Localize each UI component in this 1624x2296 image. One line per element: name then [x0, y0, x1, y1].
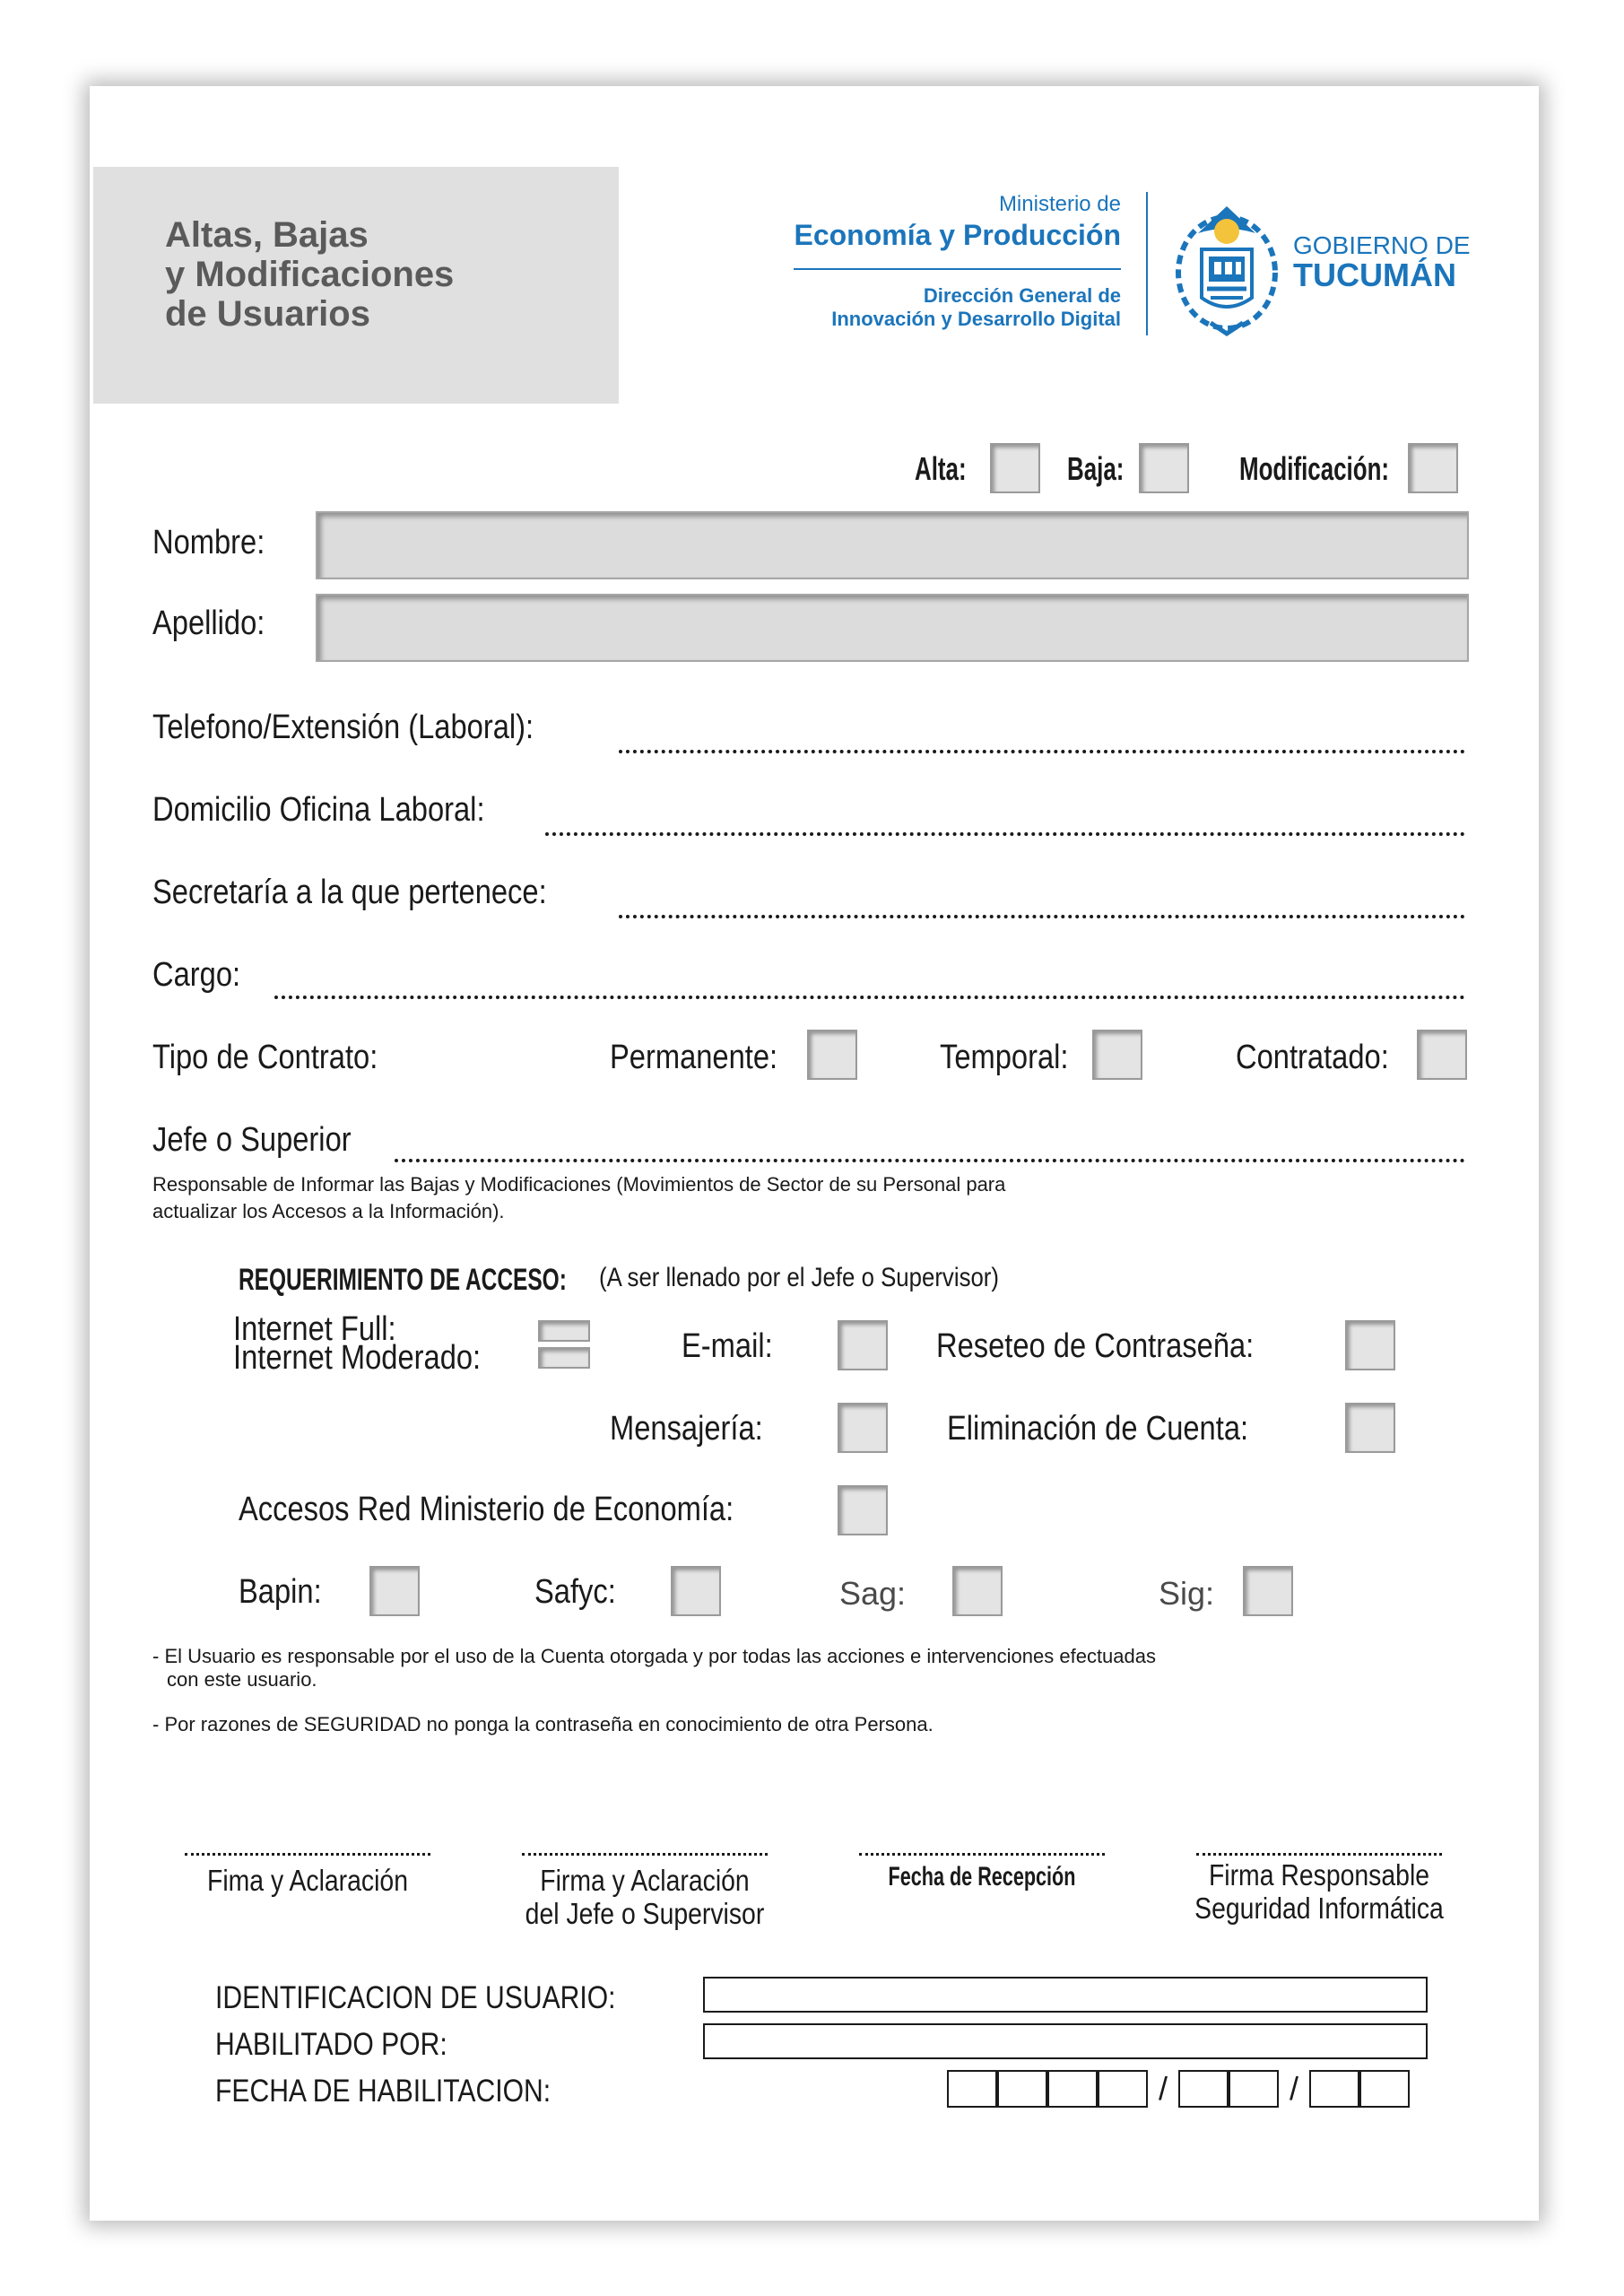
access-subtitle: (A ser llenado por el Jefe o Supervisor) — [599, 1263, 1000, 1292]
date-separator-2: / — [1290, 2070, 1299, 2107]
fecha-date-boxes — [947, 2070, 1410, 2108]
identificacion-field[interactable] — [703, 1977, 1428, 2013]
signature-line-1[interactable] — [185, 1853, 430, 1856]
month-digit-2-box[interactable] — [1229, 2070, 1279, 2108]
signature-label-4 — [1178, 1858, 1461, 1925]
baja-label: Baja: — [1067, 450, 1125, 487]
secretaria-line[interactable] — [619, 915, 1465, 918]
safyc-checkbox[interactable] — [671, 1566, 721, 1616]
day-digit-2-box[interactable] — [1359, 2070, 1410, 2108]
year-digit-2-box[interactable] — [997, 2070, 1047, 2108]
gov-line2: TUCUMÁN — [1293, 257, 1456, 293]
secretaria-label: Secretaría a la que pertenece: — [152, 874, 547, 911]
jefe-line[interactable] — [395, 1159, 1465, 1162]
mensajeria-checkbox[interactable] — [838, 1403, 888, 1453]
permanente-label: Permanente: — [610, 1039, 778, 1076]
signature-line-2[interactable] — [522, 1853, 768, 1856]
domicilio-label: Domicilio Oficina Laboral: — [152, 791, 485, 829]
reseteo-checkbox[interactable] — [1345, 1320, 1395, 1370]
note1-line2: con este usuario. — [167, 1668, 317, 1691]
note-security: - Por razones de SEGURIDAD no ponga la contraseña en conocimiento de otra Persona. — [152, 1713, 934, 1735]
form-title-line1: Altas, Bajas — [165, 215, 369, 255]
contratado-label: Contratado: — [1236, 1039, 1389, 1076]
alta-label: Alta: — [915, 450, 967, 487]
gov-line1: GOBIERNO DE — [1293, 231, 1471, 259]
signature-label-2-line2: del Jefe o Supervisor — [525, 1897, 765, 1930]
day-digit-1-box[interactable] — [1309, 2070, 1359, 2108]
form-page — [90, 86, 1539, 2221]
nombre-label: Nombre: — [152, 524, 265, 561]
form-title-line2: y Modificaciones — [165, 255, 455, 294]
habilitado-label: HABILITADO POR: — [215, 2027, 447, 2062]
internet-moderado-label: Internet Moderado: — [233, 1339, 482, 1377]
form-title-line3: de Usuarios — [165, 294, 370, 334]
year-digit-4-box[interactable] — [1098, 2070, 1148, 2108]
safyc-label: Safyc: — [534, 1573, 616, 1611]
ministry-rule — [794, 268, 1121, 270]
sag-label: Sag: — [839, 1575, 907, 1612]
domicilio-line[interactable] — [545, 832, 1465, 836]
apellido-field[interactable] — [316, 594, 1469, 662]
mensajeria-label: Mensajería: — [610, 1410, 763, 1448]
temporal-checkbox[interactable] — [1092, 1030, 1142, 1080]
tucuman-crest-icon — [1171, 197, 1282, 341]
header-divider — [1146, 192, 1148, 335]
fecha-label: FECHA DE HABILITACION: — [215, 2074, 551, 2109]
signature-label-3: Fecha de Recepción — [888, 1862, 1076, 1892]
habilitado-field[interactable] — [703, 2023, 1428, 2059]
red-ministerio-checkbox[interactable] — [838, 1485, 888, 1535]
baja-checkbox[interactable] — [1139, 443, 1189, 493]
jefe-label: Jefe o Superior — [152, 1121, 352, 1159]
cargo-line[interactable] — [274, 996, 1465, 999]
signature-label-1: Fima y Aclaración — [207, 1864, 408, 1897]
signature-label-4-line1: Firma Responsable — [1208, 1858, 1430, 1892]
tipo-contrato-label: Tipo de Contrato: — [152, 1039, 378, 1076]
red-ministerio-label: Accesos Red Ministerio de Economía: — [239, 1491, 734, 1528]
bapin-checkbox[interactable] — [369, 1566, 420, 1616]
signature-line-3[interactable] — [859, 1853, 1105, 1856]
direction-line2: Innovación y Desarrollo Digital — [831, 308, 1121, 330]
jefe-note-line1: Responsable de Informar las Bajas y Modificaciones (Movimientos de Sector de su Personal para — [152, 1173, 1006, 1196]
date-separator-1: / — [1159, 2070, 1168, 2107]
sig-checkbox[interactable] — [1243, 1566, 1293, 1616]
government-logo-text — [1293, 231, 1471, 291]
direction-line1: Dirección General de — [923, 284, 1121, 307]
year-digit-3-box[interactable] — [1047, 2070, 1098, 2108]
temporal-label: Temporal: — [940, 1039, 1069, 1076]
ministry-line1: Ministerio de — [998, 192, 1121, 216]
email-checkbox[interactable] — [838, 1320, 888, 1370]
jefe-note-line2: actualizar los Accesos a la Información). — [152, 1200, 505, 1222]
email-label: E-mail: — [682, 1327, 773, 1365]
modificacion-label: Modificación: — [1239, 450, 1390, 487]
contratado-checkbox[interactable] — [1417, 1030, 1467, 1080]
signature-label-2 — [504, 1864, 786, 1930]
cargo-label: Cargo: — [152, 956, 241, 994]
internet-full-label: Internet Full: — [233, 1310, 396, 1348]
permanente-checkbox[interactable] — [807, 1030, 857, 1080]
telefono-label: Telefono/Extensión (Laboral): — [152, 709, 534, 746]
ministry-line2: Economía y Producción — [794, 219, 1121, 251]
internet-full-checkbox[interactable] — [538, 1320, 590, 1342]
signature-label-4-line2: Seguridad Informática — [1194, 1892, 1444, 1925]
reseteo-label: Reseteo de Contraseña: — [936, 1327, 1255, 1365]
identificacion-label: IDENTIFICACION DE USUARIO: — [215, 1980, 616, 2015]
alta-checkbox[interactable] — [990, 443, 1040, 493]
telefono-line[interactable] — [619, 750, 1465, 753]
signature-line-4[interactable] — [1196, 1853, 1442, 1856]
year-digit-1-box[interactable] — [947, 2070, 997, 2108]
form-title — [165, 215, 454, 334]
eliminacion-checkbox[interactable] — [1345, 1403, 1395, 1453]
internet-moderado-checkbox[interactable] — [538, 1347, 590, 1369]
note1-line1: - El Usuario es responsable por el uso de la Cuenta otorgada y por todas las acciones e intervenciones efectuadas — [152, 1645, 1157, 1667]
jefe-note — [152, 1171, 1005, 1225]
ministry-logo-text — [794, 192, 1121, 331]
sag-checkbox[interactable] — [952, 1566, 1003, 1616]
nombre-field[interactable] — [316, 511, 1469, 579]
modificacion-checkbox[interactable] — [1408, 443, 1458, 493]
bapin-label: Bapin: — [239, 1573, 322, 1611]
access-title: REQUERIMIENTO DE ACCESO: — [239, 1263, 567, 1297]
sig-label: Sig: — [1159, 1575, 1215, 1612]
note-responsibility — [152, 1645, 1156, 1692]
month-digit-1-box[interactable] — [1178, 2070, 1229, 2108]
signature-label-2-line1: Firma y Aclaración — [540, 1864, 750, 1897]
apellido-label: Apellido: — [152, 604, 265, 642]
eliminacion-label: Eliminación de Cuenta: — [947, 1410, 1249, 1448]
